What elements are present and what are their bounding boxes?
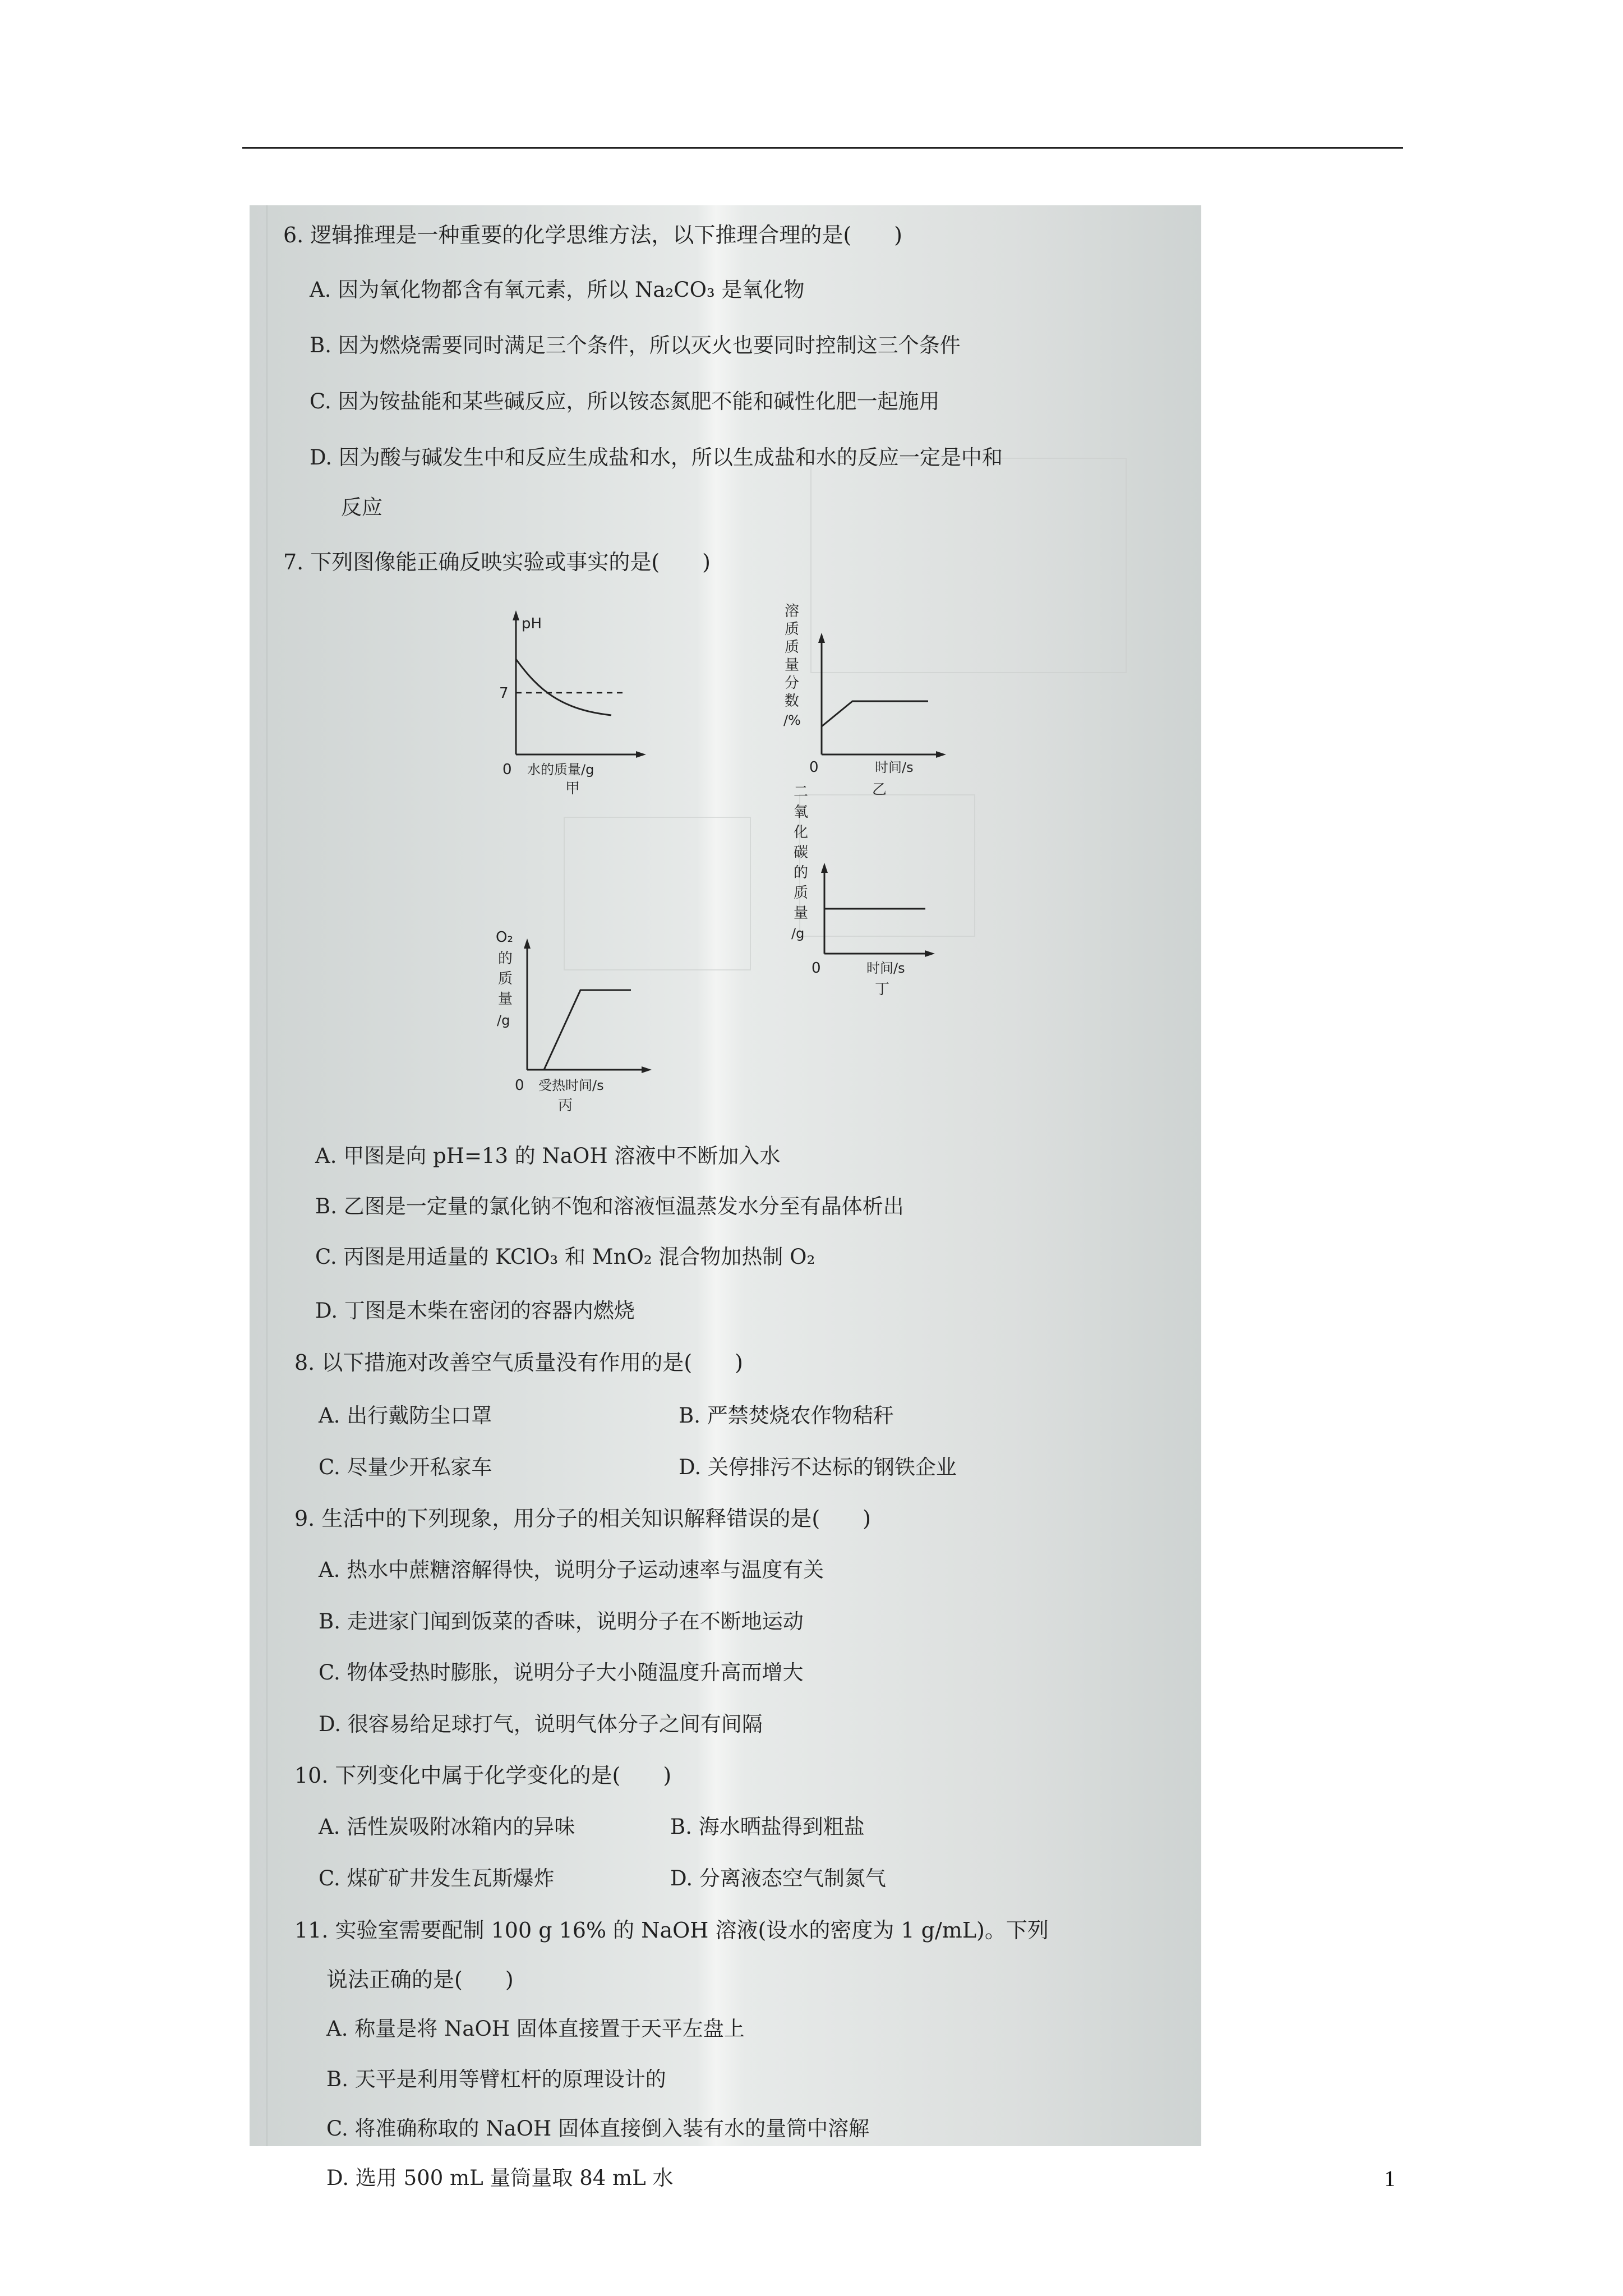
- q10-option-a: A. 活性炭吸附冰箱内的异味: [319, 1815, 575, 1839]
- svg-text:量: 量: [794, 905, 809, 922]
- q6-option-b: B. 因为燃烧需要同时满足三个条件，所以灭火也要同时控制这三个条件: [310, 333, 961, 357]
- q9-option-b: B. 走进家门闻到饭菜的香味，说明分子在不断地运动: [319, 1609, 804, 1634]
- svg-text:二: 二: [794, 784, 809, 800]
- q8-option-a: A. 出行戴防尘口罩: [319, 1404, 492, 1428]
- graph-jia-xlabel: 水的质量/g: [527, 762, 594, 777]
- graph-bing-origin: 0: [515, 1077, 524, 1094]
- svg-text:质: 质: [785, 639, 800, 656]
- q10-stem: 10. 下列变化中属于化学变化的是( ): [294, 1763, 672, 1788]
- q10-option-d: D. 分离液态空气制氮气: [670, 1866, 886, 1890]
- q6-stem: 6. 逻辑推理是一种重要的化学思维方法，以下推理合理的是( ): [283, 223, 902, 247]
- svg-text:质: 质: [498, 970, 513, 987]
- graph-ding-caption: 丁: [875, 981, 890, 998]
- svg-text:的: 的: [498, 950, 513, 967]
- q8-option-d: D. 关停排污不达标的钢铁企业: [679, 1455, 957, 1479]
- q7-option-d: D. 丁图是木柴在密闭的容器内燃烧: [315, 1299, 635, 1323]
- q9-option-d: D. 很容易给足球打气，说明气体分子之间有间隔: [319, 1712, 763, 1736]
- graph-jia-ref-label: 7: [499, 685, 509, 702]
- q9-option-c: C. 物体受热时膨胀，说明分子大小随温度升高而增大: [319, 1660, 804, 1685]
- q11-stem-cont: 说法正确的是( ): [326, 1967, 514, 1992]
- q6-option-c: C. 因为铵盐能和某些碱反应，所以铵态氮肥不能和碱性化肥一起施用: [310, 389, 940, 413]
- graph-bing-caption: 丙: [558, 1097, 573, 1114]
- q7-option-a: A. 甲图是向 pH=13 的 NaOH 溶液中不断加入水: [315, 1144, 781, 1168]
- svg-text:数: 数: [785, 693, 800, 710]
- q6-option-a: A. 因为氧化物都含有氧元素，所以 Na₂CO₃ 是氧化物: [310, 278, 805, 302]
- q11-option-d: D. 选用 500 mL 量筒量取 84 mL 水: [326, 2166, 674, 2190]
- q8-option-c: C. 尽量少开私家车: [319, 1455, 492, 1479]
- svg-text:碳: 碳: [794, 844, 809, 861]
- q10-option-b: B. 海水晒盐得到粗盐: [670, 1815, 865, 1839]
- q7-option-c: C. 丙图是用适量的 KClO₃ 和 MnO₂ 混合物加热制 O₂: [315, 1245, 815, 1269]
- graph-ding-origin: 0: [811, 960, 821, 977]
- svg-text:O₂: O₂: [496, 929, 513, 946]
- q8-option-b: B. 严禁焚烧农作物秸秆: [679, 1404, 894, 1428]
- svg-text:溶: 溶: [785, 603, 800, 620]
- graph-bing: [494, 923, 673, 1125]
- svg-text:化: 化: [794, 824, 809, 841]
- graph-bing-ylabel: [496, 929, 513, 1028]
- svg-text:/g: /g: [791, 926, 805, 941]
- svg-text:的: 的: [794, 864, 809, 881]
- svg-text:分: 分: [785, 675, 800, 692]
- q6-option-d-cont: 反应: [341, 495, 382, 519]
- graph-ding-ylabel: [791, 784, 808, 941]
- svg-text:质: 质: [785, 621, 800, 638]
- header-rule: [242, 147, 1403, 149]
- graph-bing-xlabel: 受热时间/s: [538, 1078, 604, 1093]
- graph-yi-origin: 0: [809, 759, 819, 776]
- svg-text:质: 质: [794, 885, 809, 901]
- q8-stem: 8. 以下措施对改善空气质量没有作用的是( ): [294, 1350, 743, 1375]
- q11-option-c: C. 将准确称取的 NaOH 固体直接倒入装有水的量筒中溶解: [326, 2116, 870, 2141]
- graph-ding-xlabel: 时间/s: [866, 960, 905, 976]
- graph-ding: [782, 780, 951, 1116]
- q11-option-b: B. 天平是利用等臂杠杆的原理设计的: [326, 2067, 666, 2091]
- graph-jia: [482, 606, 662, 797]
- svg-text:氧: 氧: [794, 804, 809, 821]
- graph-jia-caption: 甲: [565, 780, 580, 797]
- graph-yi-caption: 乙: [872, 781, 887, 798]
- q11-stem: 11. 实验室需要配制 100 g 16% 的 NaOH 溶液(设水的密度为 1 g/mL)。下列: [294, 1918, 1049, 1943]
- graph-yi: [782, 600, 967, 802]
- svg-text:/g: /g: [497, 1013, 510, 1028]
- q10-option-c: C. 煤矿矿井发生瓦斯爆炸: [319, 1866, 555, 1890]
- q7-stem: 7. 下列图像能正确反映实验或事实的是( ): [283, 550, 711, 574]
- svg-text:量: 量: [785, 657, 800, 674]
- graph-jia-ylabel: pH: [522, 615, 542, 632]
- q9-option-a: A. 热水中蔗糖溶解得快，说明分子运动速率与温度有关: [319, 1558, 824, 1582]
- scanned-exam-photo: [250, 205, 1201, 2146]
- q7-option-b: B. 乙图是一定量的氯化钠不饱和溶液恒温蒸发水分至有晶体析出: [315, 1194, 904, 1218]
- page-number: 1: [1384, 2166, 1395, 2191]
- q6-option-d: D. 因为酸与碱发生中和反应生成盐和水，所以生成盐和水的反应一定是中和: [310, 445, 1003, 470]
- q9-stem: 9. 生活中的下列现象，用分子的相关知识解释错误的是( ): [294, 1506, 871, 1531]
- graph-yi-ylabel: [783, 603, 801, 728]
- svg-text:量: 量: [498, 991, 513, 1007]
- margin-line: [266, 205, 268, 2146]
- svg-text:/%: /%: [783, 712, 801, 728]
- q11-option-a: A. 称量是将 NaOH 固体直接置于天平左盘上: [326, 2017, 745, 2041]
- graph-yi-xlabel: 时间/s: [875, 760, 914, 775]
- graph-jia-origin: 0: [502, 761, 512, 778]
